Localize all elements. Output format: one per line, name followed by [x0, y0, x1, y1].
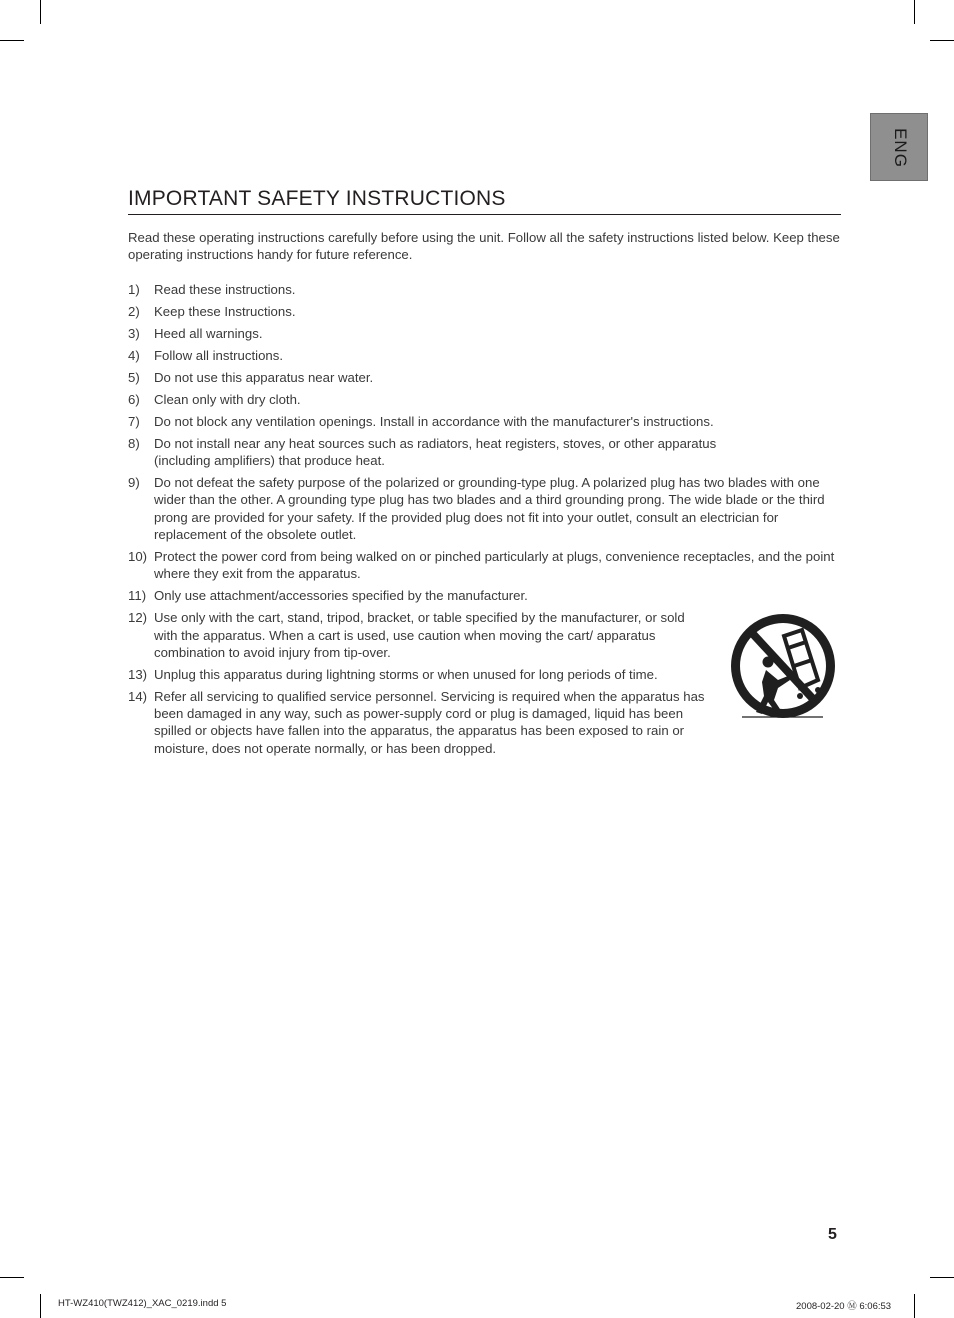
- item-text: Keep these Instructions.: [154, 303, 296, 319]
- item-number: 11): [128, 588, 147, 604]
- language-tab: [870, 113, 928, 181]
- crop-mark: [40, 0, 41, 24]
- intro-paragraph: Read these operating instructions carefully before using the unit. Follow all the safety instructions listed below. Keep these operating instructions handy for future reference.: [128, 230, 840, 262]
- crop-mark: [40, 1294, 41, 1318]
- list-item: [128, 325, 841, 342]
- item-number: 1): [128, 282, 140, 297]
- item-text: Unplug this apparatus during lightning storms or when unused for long periods of time.: [154, 666, 658, 682]
- crop-mark: [0, 40, 24, 41]
- item-text: Read these instructions.: [154, 282, 296, 297]
- list-item: [128, 548, 841, 583]
- item-number: 2): [128, 303, 140, 319]
- item-number: 4): [128, 347, 140, 363]
- item-text: Follow all instructions.: [154, 347, 283, 363]
- list-item: [128, 303, 841, 320]
- crop-mark: [930, 1277, 954, 1278]
- item-text: Use only with the cart, stand, tripod, bracket, or table specified by the manufacturer, or sold with the apparatus. When a cart is used, use caution when moving the cart/ apparatus combination to avoid injury from tip-over.: [154, 610, 685, 660]
- language-tab-label: ENG: [891, 128, 910, 168]
- footer-file-name: HT-WZ410(TWZ412)_XAC_0219.indd 5: [58, 1298, 227, 1309]
- crop-mark: [0, 1277, 24, 1278]
- crop-mark: [914, 0, 915, 24]
- page-title: IMPORTANT SAFETY INSTRUCTIONS: [128, 186, 841, 215]
- item-number: 3): [128, 325, 140, 341]
- list-item: [128, 474, 841, 543]
- item-number: 12): [128, 610, 148, 626]
- item-text: Do not use this apparatus near water.: [154, 369, 374, 385]
- cart-tip-over-warning-icon: [726, 610, 841, 722]
- item-text: Do not install near any heat sources such as radiators, heat registers, stoves, or other apparatus (including amplifiers) that produce heat.: [154, 435, 717, 469]
- list-item: [128, 435, 841, 470]
- item-text: Protect the power cord from being walked on or pinched particularly at plugs, convenience receptacles, and the point where they exit from the apparatus.: [154, 549, 835, 582]
- item-text: Clean only with dry cloth.: [154, 391, 301, 407]
- list-item: [128, 391, 841, 408]
- item-number: 10): [128, 549, 148, 565]
- list-item: [128, 587, 841, 604]
- list-item: [128, 369, 841, 386]
- crop-mark: [930, 40, 954, 41]
- item-number: 14): [128, 688, 148, 704]
- page-number: 5: [828, 1226, 837, 1243]
- list-item: [128, 281, 841, 298]
- item-number: 6): [128, 391, 140, 407]
- item-number: 7): [128, 413, 140, 429]
- footer-timestamp: 2008-02-20 Ⓜ 6:06:53: [796, 1301, 892, 1312]
- item-number: 8): [128, 435, 140, 451]
- item-text: Only use attachment/accessories specified by the manufacturer.: [154, 588, 528, 604]
- item-number: 5): [128, 369, 140, 385]
- item-text: Heed all warnings.: [154, 325, 263, 341]
- item-text: Do not block any ventilation openings. Install in accordance with the manufacturer's instructions.: [154, 413, 714, 429]
- crop-mark: [914, 1294, 915, 1318]
- item-text: Do not defeat the safety purpose of the polarized or grounding-type plug. A polarized plug has two blades with one wider than the other. A grounding type plug has two blades and a third grounding prong. The wide blade or the third prong are provided for your safety. If the provided plug does not fit into your outlet, consult an electrician for replacement of the obsolete outlet.: [154, 475, 825, 543]
- list-item: [128, 413, 841, 430]
- item-number: 13): [128, 666, 148, 682]
- list-item: [128, 347, 841, 364]
- item-text: Refer all servicing to qualified service personnel. Servicing is required when the apparatus has been damaged in any way, such as power-supply cord or plug is damaged, liquid has been spilled or objects have fallen into the apparatus, the apparatus has been exposed to rain or moisture, does not operate normally, or has been dropped.: [154, 688, 705, 756]
- item-number: 9): [128, 475, 140, 491]
